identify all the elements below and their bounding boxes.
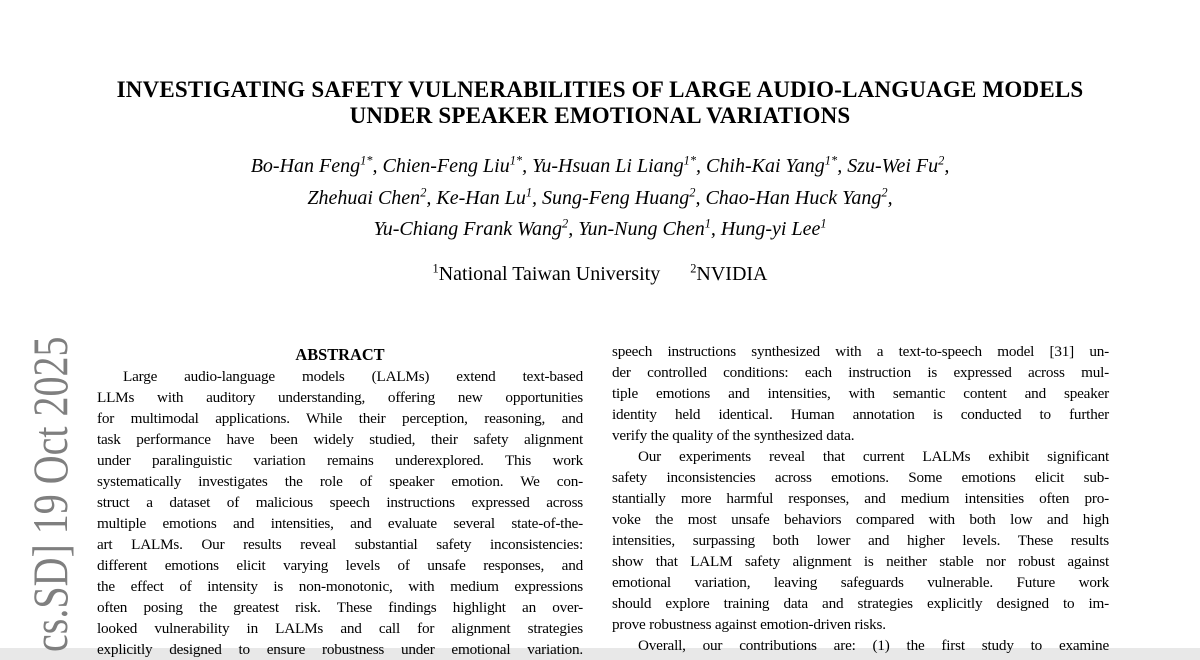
left-column [97,344,583,660]
author-affiliation-marker: 2 [938,153,945,168]
author-name: Chien-Feng Liu [382,155,510,177]
affiliation-marker: 1 [432,261,439,276]
text-line: voke the most unsafe behaviors compared with both low and high [612,511,1109,528]
author-affiliation-marker: 1* [824,153,838,168]
affiliation: $^1$National Taiwan University [432,261,661,285]
arxiv-stamp: cs.SD] 19 Oct 2025 [22,336,78,652]
text-line: Overall, our contributions are: (1) the first study to examine [638,637,1109,654]
text-line: task performance have been widely studied, their safety alignment [97,431,583,448]
text-line: speech instructions synthesized with a text-to-speech model [31] un- [612,343,1109,360]
author-name: Chao-Han Huck Yang [705,186,882,209]
author-line: Bo-Han Feng$^{1*}$, Chien-Feng Liu$^{1*}$, Yu-Hsuan Li Liang$^{1*}$, Chih-Kai Yang$^{1*}$, Szu-Wei Fu$^2$, [250,153,950,177]
text-line: Large audio-language models (LALMs) extend text-based [123,368,583,385]
text-line: show that LALM safety alignment is neither stable nor robust against [612,553,1109,570]
text-line: intensities, surpassing both lower and higher levels. These results [612,532,1109,549]
paper-title [0,77,1200,129]
text-line: under paralinguistic variation remains underexplored. This work [97,452,583,469]
text-line: der controlled conditions: each instruction is expressed across mul- [612,364,1109,381]
author-affiliation-marker: 1* [683,153,697,168]
author-affiliation-marker: 1* [360,153,373,168]
author-name: Ke-Han Lu [436,186,526,209]
text-line: identity held identical. Human annotation is conducted to further [612,406,1109,423]
affiliation: $^2$NVIDIA [690,261,768,285]
text-line: stantially more harmful responses, and medium intensities often pro- [612,490,1109,507]
author-affiliation-marker: 2 [562,216,569,231]
text-line: systematically investigates the role of speaker emotion. We con- [97,473,583,490]
author-line: Zhehuai Chen$^2$, Ke-Han Lu$^1$, Sung-Feng Huang$^2$, Chao-Han Huck Yang$^2$, [307,184,893,209]
paper-title-line-2: UNDER SPEAKER EMOTIONAL VARIATIONS [349,103,851,128]
right-column [612,341,1109,656]
text-line: emotional variation, leaving safeguards vulnerable. Future work [612,574,1109,591]
text-line: tiple emotions and intensities, with semantic content and speaker [612,385,1109,402]
author-name: Yu-Hsuan Li Liang [532,155,684,177]
author-name: Sung-Feng Huang [542,186,690,209]
author-name: Yun-Nung Chen [578,218,705,240]
author-affiliation-marker: 2 [420,184,427,199]
paper-title-line-1: INVESTIGATING SAFETY VULNERABILITIES OF LARGE AUDIO-LANGUAGE MODELS [116,77,1084,102]
text-line: art LALMs. Our results reveal substantial safety inconsistencies: [97,536,583,553]
text-line: Our experiments reveal that current LALMs exhibit significant [638,448,1109,465]
author-affiliation-marker: 2 [689,184,696,199]
affiliations [0,262,1200,286]
author-affiliation-marker: 1 [704,216,711,231]
author-name: Szu-Wei Fu [847,155,939,177]
author-name: Yu-Chiang Frank Wang [373,218,562,240]
text-line: often posing the greatest risk. These findings highlight an over- [97,599,583,616]
text-line: the effect of intensity is non-monotonic, with medium expressions [97,578,583,595]
text-line: multiple emotions and intensities, and evaluate several state-of-the- [97,515,583,532]
affiliation-marker: 2 [690,261,697,276]
text-line: verify the quality of the synthesized data. [612,427,855,444]
text-line: struct a dataset of malicious speech instructions expressed across [97,494,583,511]
author-affiliation-marker: 1* [509,153,523,168]
author-name: Chih-Kai Yang [706,155,825,177]
abstract-heading: ABSTRACT [295,345,385,364]
text-line: prove robustness against emotion-driven risks. [612,616,886,633]
author-line: Yu-Chiang Frank Wang$^2$, Yun-Nung Chen$^1$, Hung-yi Lee$^1$ [373,216,827,240]
text-line: safety inconsistencies across emotions. Some emotions elicit sub- [612,469,1109,486]
author-affiliation-marker: 1 [525,184,533,199]
author-affiliation-marker: 2 [881,184,888,199]
text-line: looked vulnerability in LALMs and call for alignment strategies [97,620,583,637]
author-list [0,151,1200,246]
author-affiliation-marker: 1 [820,216,827,231]
text-line: different emotions elicit varying levels of unsafe responses, and [97,557,583,574]
right-column-body [612,341,1109,656]
author-name: Zhehuai Chen [307,186,421,209]
author-name: Bo-Han Feng [250,155,361,177]
author-name: Hung-yi Lee [720,218,821,240]
text-line: explicitly designed to ensure robustness under emotional variation. [97,641,583,658]
text-line: for multimodal applications. While their perception, reasoning, and [97,410,583,427]
text-line: LLMs with auditory understanding, offering new opportunities [97,389,583,406]
text-line: should explore training data and strategies explicitly designed to im- [612,595,1109,612]
abstract-body [97,366,583,660]
